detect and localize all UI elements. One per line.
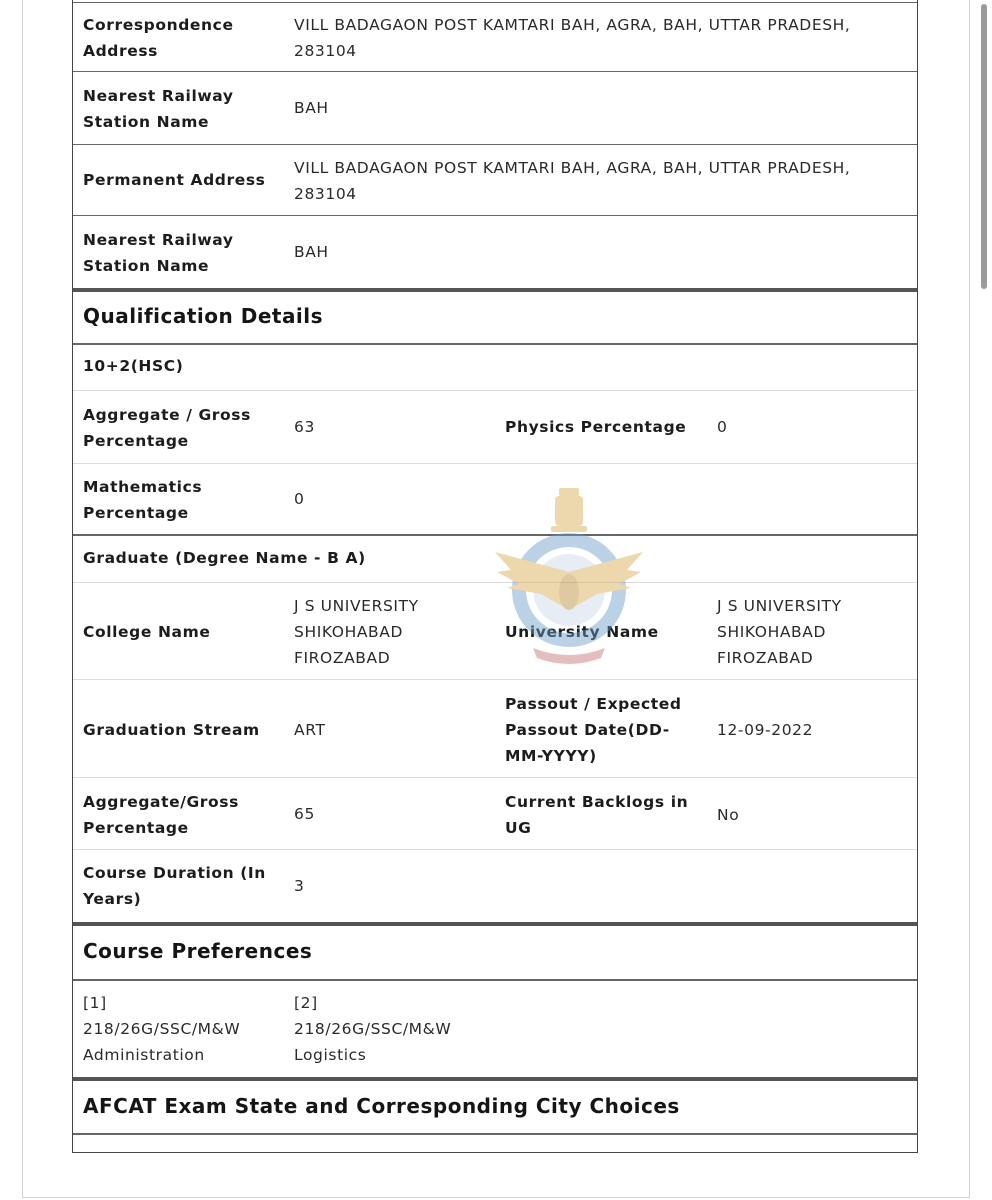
nearest-railway-label: Nearest Railway Station Name: [83, 87, 234, 131]
preference-2-index: [2]: [294, 994, 318, 1012]
section-divider: [73, 288, 918, 292]
document-bottom-border: [72, 1152, 918, 1153]
nearest-railway-value: BAH: [294, 243, 329, 261]
university-name-label: University Name: [505, 623, 659, 641]
passout-date-value: 12-09-2022: [717, 721, 814, 739]
nearest-railway-value: BAH: [294, 99, 329, 117]
graduate-aggregate-label: Aggregate/Gross Percentage: [83, 793, 239, 837]
hsc-title: 10+2(HSC): [83, 357, 184, 375]
divider: [73, 144, 918, 145]
correspondence-address-value: VILL BADAGAON POST KAMTARI BAH, AGRA, BAH, UTTAR PRADESH, 283104: [294, 16, 851, 60]
permanent-address-label: Permanent Address: [83, 171, 266, 189]
physics-percentage-label: Physics Percentage: [505, 418, 687, 436]
divider: [73, 679, 918, 680]
application-document: [72, 0, 918, 1153]
preference-1-code: 218/26G/SSC/M&W: [83, 1020, 241, 1038]
graduate-title: Graduate (Degree Name - B A): [83, 549, 366, 567]
hsc-aggregate-label: Aggregate / Gross Percentage: [83, 406, 251, 450]
exam-city-heading: AFCAT Exam State and Corresponding City Choices: [83, 1094, 680, 1118]
math-percentage-value: 0: [294, 490, 305, 508]
divider: [73, 215, 918, 216]
scrollbar[interactable]: [976, 0, 992, 1160]
preference-2-code: 218/26G/SSC/M&W: [294, 1020, 452, 1038]
section-divider: [73, 1077, 918, 1081]
divider: [73, 979, 918, 981]
correspondence-address-label: Correspondence Address: [83, 16, 234, 60]
divider: [73, 463, 918, 464]
current-backlogs-label: Current Backlogs in UG: [505, 793, 689, 837]
divider: [73, 71, 918, 72]
math-percentage-label: Mathematics Percentage: [83, 478, 203, 522]
passout-date-label: Passout / Expected Passout Date(DD-MM-YYYY): [505, 695, 682, 765]
graduate-aggregate-value: 65: [294, 805, 315, 823]
divider: [73, 849, 918, 850]
section-divider: [73, 922, 918, 926]
graduation-stream-label: Graduation Stream: [83, 721, 260, 739]
graduation-stream-value: ART: [294, 721, 326, 739]
course-preferences-heading: Course Preferences: [83, 939, 313, 963]
current-backlogs-value: No: [717, 806, 740, 824]
physics-percentage-value: 0: [717, 418, 728, 436]
divider: [73, 777, 918, 778]
nearest-railway-label: Nearest Railway Station Name: [83, 231, 234, 275]
university-name-value: J S UNIVERSITY SHIKOHABAD FIROZABAD: [717, 597, 842, 667]
preference-2-name: Logistics: [294, 1046, 367, 1064]
permanent-address-value: VILL BADAGAON POST KAMTARI BAH, AGRA, BAH, UTTAR PRADESH, 283104: [294, 159, 851, 203]
divider: [73, 343, 918, 345]
course-duration-value: 3: [294, 877, 305, 895]
college-name-label: College Name: [83, 623, 211, 641]
college-name-value: J S UNIVERSITY SHIKOHABAD FIROZABAD: [294, 597, 419, 667]
hsc-aggregate-value: 63: [294, 418, 315, 436]
divider: [73, 390, 918, 391]
divider: [73, 1133, 918, 1135]
qualification-heading: Qualification Details: [83, 304, 324, 328]
air-force-emblem-icon: [485, 480, 653, 670]
scrollbar-thumb[interactable]: [981, 4, 987, 289]
preference-1-name: Administration: [83, 1046, 205, 1064]
divider: [73, 2, 918, 3]
course-duration-label: Course Duration (In Years): [83, 864, 266, 908]
preference-1-index: [1]: [83, 994, 107, 1012]
